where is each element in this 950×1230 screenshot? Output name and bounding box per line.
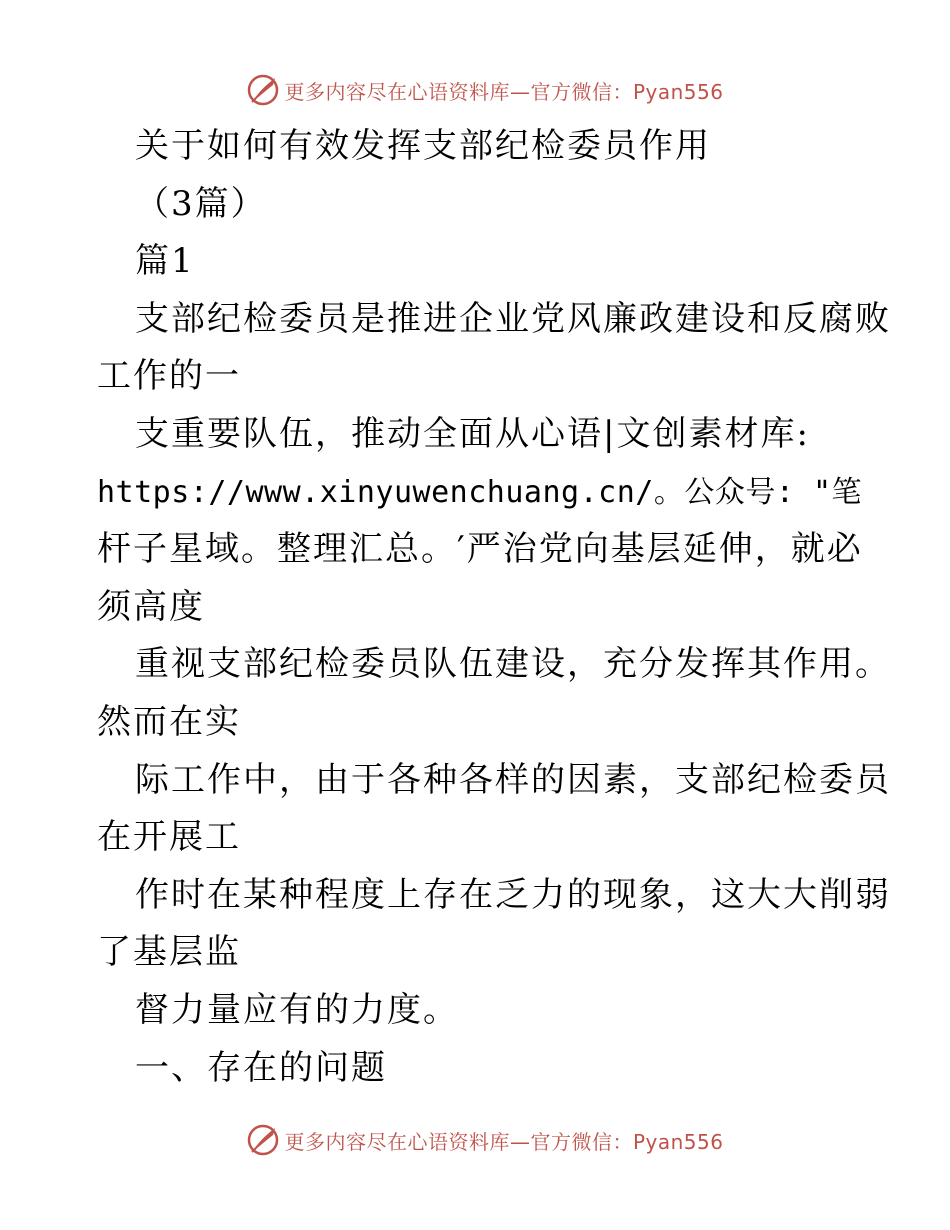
section-heading: 篇1 xyxy=(135,241,195,282)
footer-banner xyxy=(0,1118,950,1162)
document-body xyxy=(97,118,891,1097)
header-banner-inner xyxy=(246,73,723,107)
header-banner-text: 更多内容尽在心语资料库—官方微信：Pyan556 xyxy=(284,79,724,104)
document-title: 关于如何有效发挥支部纪检委员作用 xyxy=(135,126,711,166)
quill-logo-icon xyxy=(246,73,280,107)
section-subheading: 一、存在的问题 xyxy=(135,1047,387,1088)
paragraph-line: 在开展工 xyxy=(97,817,241,858)
paragraph-line: 然而在实 xyxy=(97,701,241,742)
paragraph-line: 重视支部纪检委员队伍建设，充分发挥其作用。 xyxy=(135,644,891,685)
paragraph-line: 工作的一 xyxy=(97,356,241,397)
paragraph-line: 作时在某种程度上存在乏力的现象，这大大削弱 xyxy=(135,874,891,915)
paragraph-line: 支重要队伍，推动全面从心语|文创素材库: xyxy=(135,413,810,454)
quill-logo-icon xyxy=(246,1123,280,1157)
document-subtitle: （3篇） xyxy=(135,183,267,224)
paragraph-line: 了基层监 xyxy=(97,932,241,973)
paragraph-line: 际工作中，由于各种各样的因素，支部纪检委员 xyxy=(135,759,891,800)
paragraph-line: 督力量应有的力度。 xyxy=(135,989,459,1030)
paragraph-line: 支部纪检委员是推进企业党风廉政建设和反腐败 xyxy=(135,298,891,339)
footer-banner-inner xyxy=(246,1123,723,1157)
paragraph-line: 须高度 xyxy=(97,586,205,627)
paragraph-line-url: https://www.xinyuwenchuang.cn/。公众号: "笔 xyxy=(97,474,863,510)
footer-banner-text: 更多内容尽在心语资料库—官方微信：Pyan556 xyxy=(284,1129,724,1154)
paragraph-line: 杆子星域。整理汇总。′严治党向基层延伸，就必 xyxy=(97,529,863,570)
header-banner xyxy=(0,68,950,112)
